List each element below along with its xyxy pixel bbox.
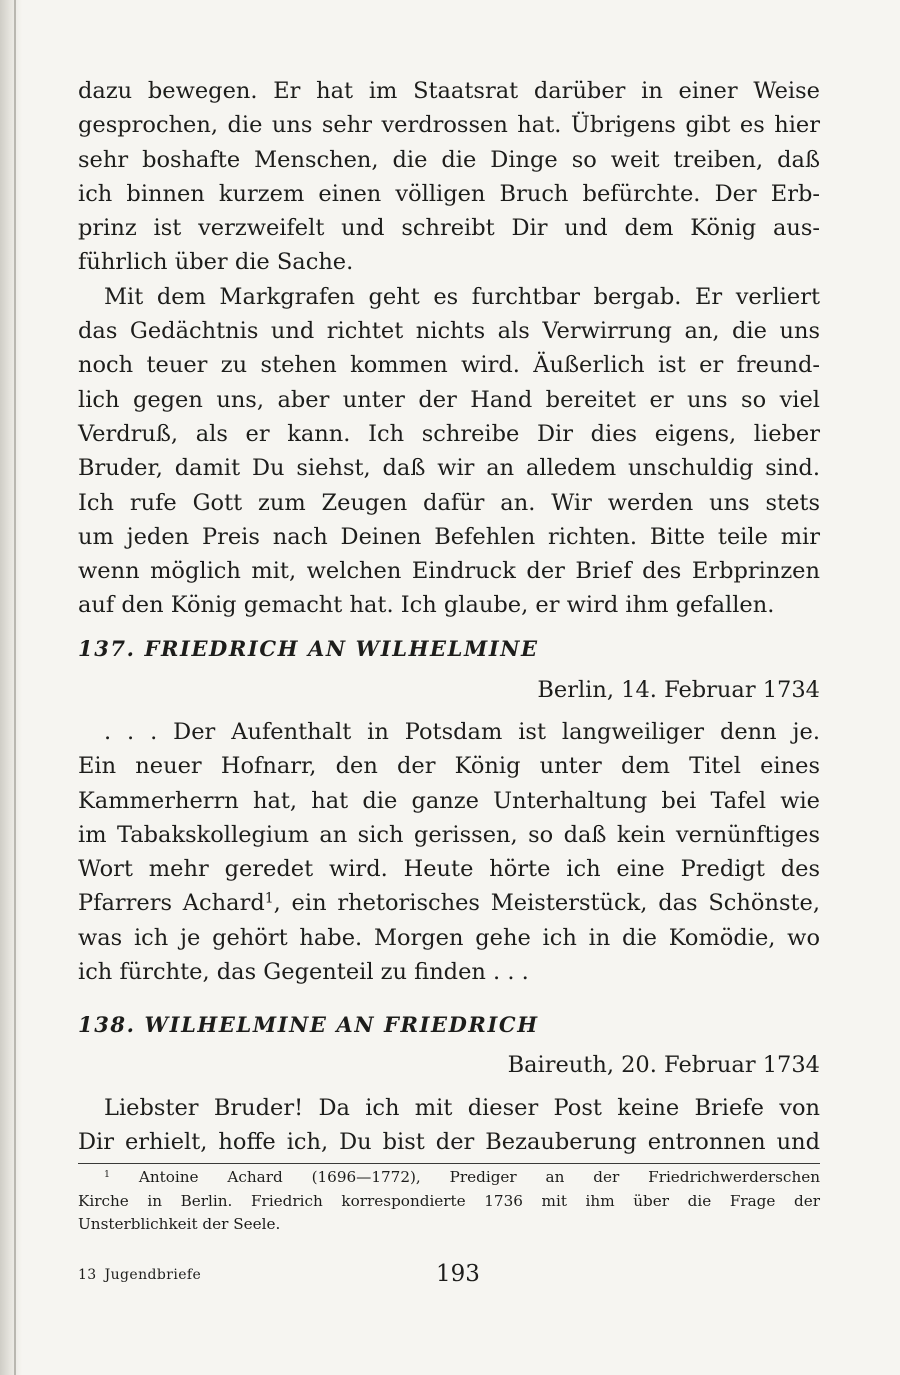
footnote [78,1166,820,1237]
page-number: 193 [436,1261,480,1287]
text-line: Wort mehr geredet wird. Heute hörte ich eine Predigt des [78,856,820,883]
text-line: Verdruß, als er kann. Ich schreibe Dir dies eigens, lieber [78,420,820,447]
footnote-line: Unsterblichkeit der Seele. [78,1215,281,1233]
letter-138-body [78,1091,820,1160]
page-gutter-line [14,0,16,1375]
text-line: führlich über die Sache. [78,249,354,276]
text-line: Mit dem Markgrafen geht es furchtbar bergab. Er verliert [104,283,820,310]
text-line: Ich rufe Gott zum Zeugen dafür an. Wir werden uns stets [78,489,820,516]
letter-138-heading: 138. WILHELMINE AN FRIEDRICH [78,1012,539,1037]
opening-text [78,74,820,623]
text-line: ich binnen kurzem einen völligen Bruch befürchte. Der Erb- [78,180,820,207]
text-fragment: Pfarrers Achard [78,890,265,917]
text-line: prinz ist verzweifelt und schreibt Dir und dem König aus- [78,215,820,242]
footnote-line [78,1166,820,1190]
letter-137-body [78,715,820,989]
text-line: um jeden Preis nach Deinen Befehlen richten. Bitte teile mir [78,523,820,550]
text-line: lich gegen uns, aber unter der Hand bereitet er uns so viel [78,386,820,413]
letter-137-paragraph [78,715,820,989]
paragraph-1 [78,74,820,280]
text-line: noch teuer zu stehen kommen wird. Äußerlich ist er freund- [78,352,820,379]
text-line-with-footnote [78,886,820,920]
page-gutter-shadow [0,0,22,1375]
signature-mark [78,1267,201,1283]
text-line: im Tabakskollegium an sich gerissen, so daß kein vernünftiges [78,821,820,848]
text-line: dazu bewegen. Er hat im Staatsrat darüber in einer Weise [78,78,820,104]
text-line: Kammerherrn hat, hat die ganze Unterhaltung bei Tafel wie [78,787,820,814]
text-line: Ein neuer Hofnarr, den der König unter dem Titel eines [78,753,820,780]
letter-138-dateline: Baireuth, 20. Februar 1734 [507,1052,820,1078]
text-line: auf den König gemacht hat. Ich glaube, er wird ihm gefallen. [78,592,775,619]
text-line: was ich je gehört habe. Morgen gehe ich in die Komödie, wo [78,924,820,951]
footnote-reference: 1 [264,890,274,907]
text-line: das Gedächtnis und richtet nichts als Verwirrung an, die uns [78,318,820,345]
footnote-rule [78,1163,820,1164]
text-line: Liebster Bruder! Da ich mit dieser Post keine Briefe von [104,1095,820,1121]
footnote-marker: 1 [104,1168,110,1180]
text-line: . . . Der Aufenthalt in Potsdam ist langweiliger denn je. [104,719,820,745]
text-line: gesprochen, die uns sehr verdrossen hat. Übrigens gibt es hier [78,112,820,139]
text-fragment: Antoine Achard (1696—1772), Prediger an der Friedrichwerderschen [110,1168,820,1186]
signature-title: Jugendbriefe [104,1267,202,1283]
text-line: Bruder, damit Du siehst, daß wir an alledem unschuldig sind. [78,455,820,482]
text-line: Dir erhielt, hoffe ich, Du bist der Bezauberung entronnen und [78,1129,820,1156]
letter-137-dateline: Berlin, 14. Februar 1734 [537,677,820,703]
letter-137-heading: 137. FRIEDRICH AN WILHELMINE [78,636,539,661]
text-line: wenn möglich mit, welchen Eindruck der Brief des Erbprinzen [78,558,820,585]
footnote-line: Kirche in Berlin. Friedrich korrespondierte 1736 mit ihm über die Frage der [78,1191,820,1210]
paragraph-2 [78,280,820,623]
signature-number: 13 [78,1267,97,1283]
letter-138-paragraph [78,1091,820,1160]
text-fragment: , ein rhetorisches Meisterstück, das Schönste, [273,890,820,917]
text-line: ich fürchte, das Gegenteil zu finden . . . [78,959,529,986]
text-line: sehr boshafte Menschen, die die Dinge so weit treiben, daß [78,146,820,173]
